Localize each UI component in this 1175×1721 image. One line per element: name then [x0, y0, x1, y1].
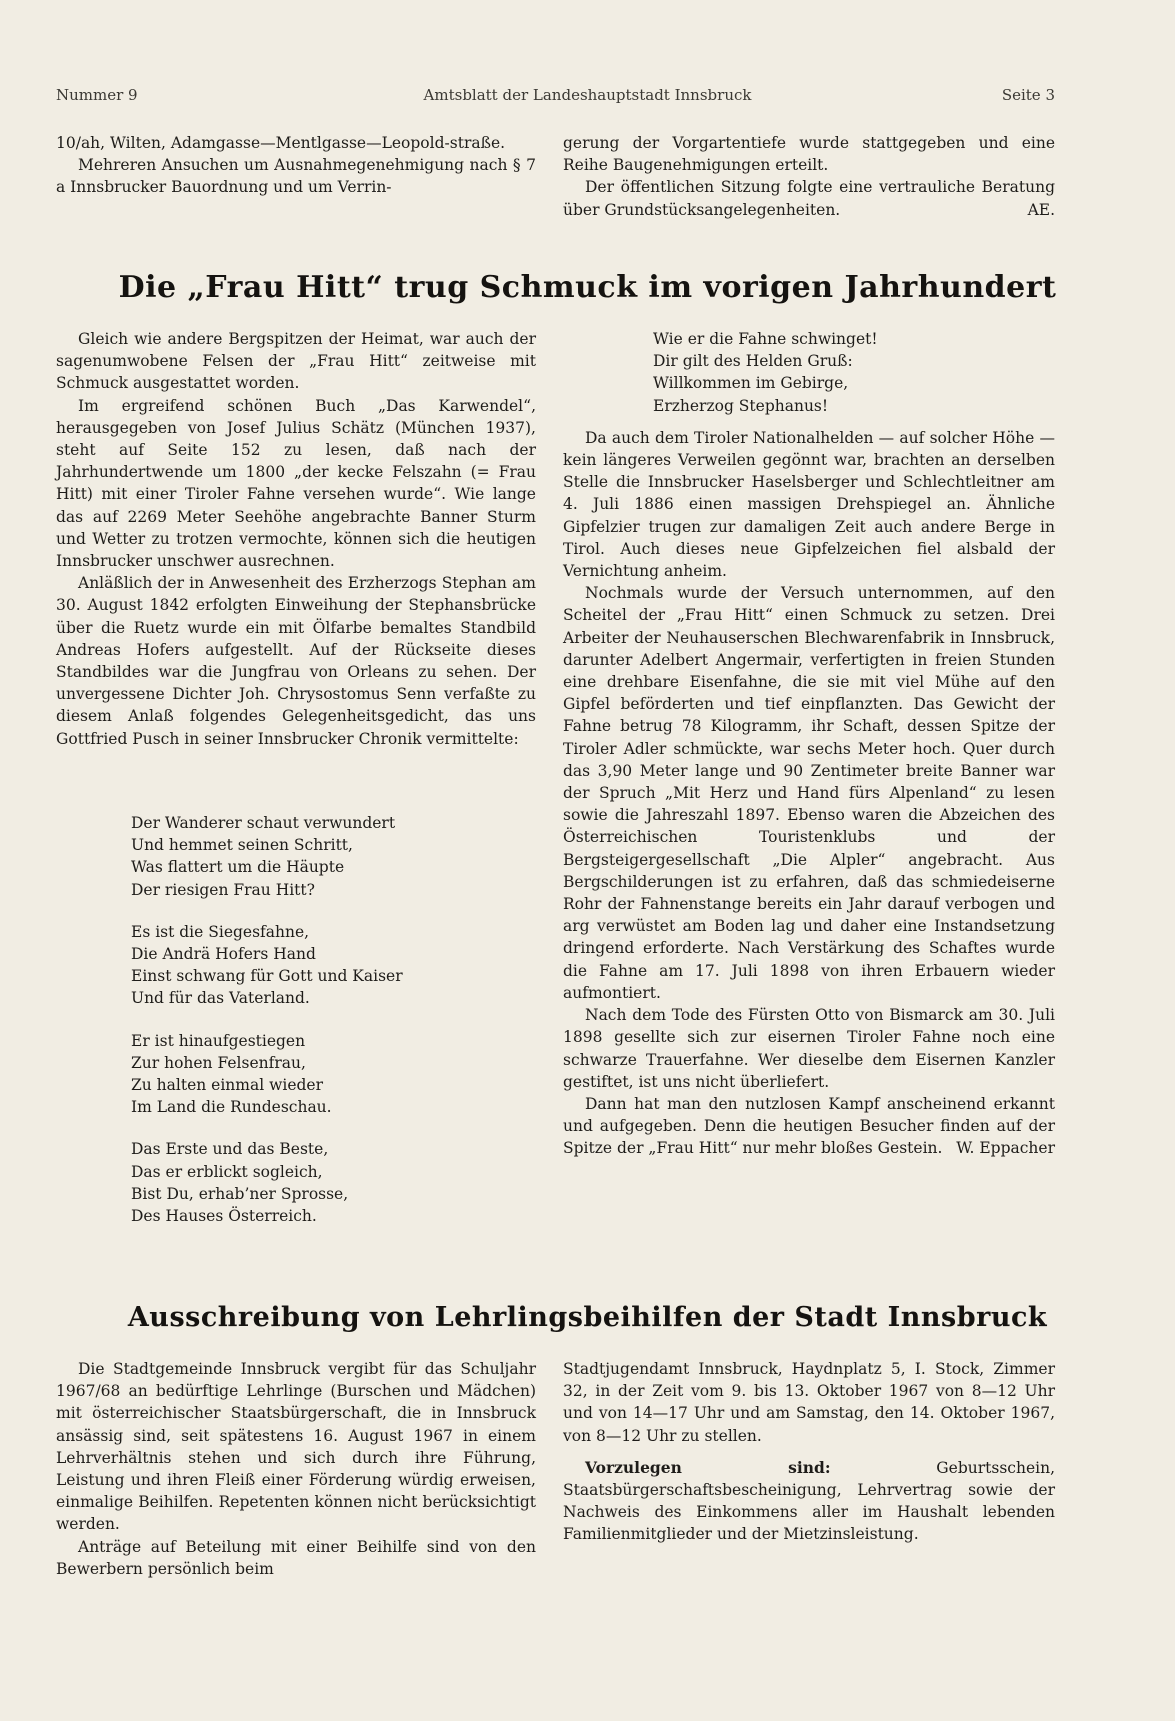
- poem-line: Das Erste und das Beste,: [131, 1140, 329, 1159]
- article-title-frau-hitt: Die „Frau Hitt“ trug Schmuck im vorigen Jahrhundert: [118, 270, 1057, 305]
- article1-text: Dann hat man den nutzlosen Kampf anscheinend erkannt und aufgegeben. Denn die heutigen Besucher finden auf der Spitze der „Frau Hitt“ nur mehr bloßes Gestein.: [563, 1094, 1055, 1158]
- poem-line: Und für das Vaterland.: [131, 989, 310, 1008]
- poem-line: Wie er die Fahne schwinget!: [653, 330, 878, 348]
- prev-article-text: Der öffentlichen Sitzung folgte eine vertrauliche Beratung über Grundstücksangelegenheiten.: [563, 178, 1055, 219]
- poem-line: Erzherzog Stephanus!: [653, 396, 829, 415]
- prev-article-signature: AE.: [1027, 200, 1055, 219]
- poem-line: Und hemmet seinen Schritt,: [131, 836, 353, 855]
- article2-paragraph: Stadtjugendamt Innsbruck, Haydnplatz 5, I. Stock, Zimmer 32, in der Zeit vom 9. bis 13. Oktober 1967 von 8—12 Uhr und von 14—17 Uhr und am Samstag, den 14. Oktober 1967, von 8—12 Uhr zu stellen.: [563, 1360, 1055, 1445]
- article1-author-signature: W. Eppacher: [956, 1139, 1055, 1158]
- poem-line: Die Andrä Hofers Hand: [131, 945, 316, 964]
- prev-article-left-column: [56, 132, 536, 199]
- article1-paragraph: Da auch dem Tiroler Nationalhelden — auf solcher Höhe — kein längeres Verweilen gegönnt war, brachten an derselben Stelle die Innsbrucker Haselsberger und Schlechtleitner am 4. Juli 1886 einen massigen Drehspiegel an. Ähnliche Gipfelzier trugen zur damaligen Zeit auch andere Berge in Tirol. Auch dieses neue Gipfelzeichen fiel alsbald der Vernichtung anheim.: [563, 428, 1055, 581]
- article1-left-column: [56, 328, 536, 750]
- required-documents-label: Vorzulegen sind:: [585, 1457, 831, 1477]
- poem-line: Er ist hinaufgestiegen: [131, 1031, 306, 1050]
- poem-continuation: [563, 328, 1055, 417]
- issue-number: Nummer 9: [56, 86, 138, 104]
- page-number: Seite 3: [1001, 86, 1055, 104]
- required-documents-text: Geburtsschein, Staatsbürgerschaftsbescheinigung, Lehrvertrag sowie der Nachweis des Einkommens aller im Haushalt lebenden Familienmitglieder und der Mietzinsleistung.: [563, 1458, 1055, 1544]
- poem-line: Im Land die Rundeschau.: [131, 1098, 332, 1117]
- poem-line: Bist Du, erhab’ner Sprosse,: [131, 1184, 349, 1203]
- poem: [131, 812, 531, 1247]
- article2-left-column: [56, 1358, 536, 1580]
- article2-right-column: [563, 1358, 1055, 1546]
- article2-paragraph: Die Stadtgemeinde Innsbruck vergibt für das Schuljahr 1967/68 an bedürftige Lehrlinge (Burschen und Mädchen) mit österreichischer Staatsbürgerschaft, die in Innsbruck ansässig sind, seit spätestens 16. August 1967 in einem Lehrverhältnis stehen und sich durch ihre Führung, Leistung und ihren Fleiß einer Förderung würdig erweisen, einmalige Beihilfen. Repetenten können nicht berücksichtigt werden.: [56, 1360, 536, 1534]
- article1-paragraph: Nach dem Tode des Fürsten Otto von Bismarck am 30. Juli 1898 gesellte sich zur eisernen Tiroler Fahne noch eine schwarze Trauerfahne. Wer dieselbe dem Eisernen Kanzler gestiftet, ist uns nicht überliefert.: [563, 1006, 1055, 1091]
- article2-paragraph: Anträge auf Beteilung mit einer Beihilfe sind von den Bewerbern persönlich beim: [56, 1537, 536, 1578]
- poem-line: Einst schwang für Gott und Kaiser: [131, 967, 403, 986]
- article-title-lehrlingsbeihilfen: Ausschreibung von Lehrlingsbeihilfen der Stadt Innsbruck: [127, 1302, 1048, 1333]
- prev-article-paragraph: 10/ah, Wilten, Adamgasse—Mentlgasse—Leopold-straße.: [56, 134, 506, 152]
- publication-title: Amtsblatt der Landeshauptstadt Innsbruck: [423, 86, 752, 104]
- poem-line: Des Hauses Österreich.: [131, 1207, 317, 1226]
- poem-stanza: [131, 1138, 531, 1227]
- poem-line: Das er erblickt sogleich,: [131, 1162, 323, 1181]
- prev-article-paragraph: Mehreren Ansuchen um Ausnahmegenehmigung nach § 7 a Innsbrucker Bauordnung und um Verrin-: [56, 156, 536, 197]
- poem-line: Der riesigen Frau Hitt?: [131, 880, 315, 899]
- poem-line: Willkommen im Gebirge,: [653, 374, 849, 393]
- article1-paragraph: Anläßlich der in Anwesenheit des Erzherzogs Stephan am 30. August 1842 erfolgten Einweihung der Stephansbrücke über die Ruetz wurde ein mit Ölfarbe bemaltes Standbild Andreas Hofers aufgestellt. Auf der Rückseite dieses Standbildes war die Jungfrau von Orleans zu sehen. Der unvergessene Dichter Joh. Chrysostomus Senn verfaßte zu diesem Anlaß folgendes Gelegenheitsgedicht, das uns Gottfried Pusch in seiner Innsbrucker Chronik vermittelte:: [56, 574, 536, 748]
- prev-article-paragraph: gerung der Vorgartentiefe wurde stattgegeben und eine Reihe Baugenehmigungen erteilt.: [563, 134, 1055, 175]
- article1-right-column: [563, 328, 1055, 1160]
- poem-stanza: [131, 812, 531, 901]
- prev-article-paragraph: [563, 176, 1055, 220]
- poem-stanza: [131, 1030, 531, 1119]
- article1-paragraph: Im ergreifend schönen Buch „Das Karwendel“, herausgegeben von Josef Julius Schätz (München 1937), steht auf Seite 152 zu lesen, daß nach der Jahrhundertwende um 1800 „der kecke Felszahn (= Frau Hitt) mit einer Tiroler Fahne versehen wurde“. Wie lange das auf 2269 Meter Seehöhe angebrachte Banner Sturm und Wetter zu trotzen vermochte, können sich die heutigen Innsbrucker unschwer ausrechnen.: [56, 396, 536, 571]
- poem-line: Der Wanderer schaut verwundert: [131, 814, 396, 832]
- article2-required-documents: [563, 1457, 1055, 1546]
- poem-line: Es ist die Siegesfahne,: [131, 922, 310, 941]
- article1-paragraph: [563, 1093, 1055, 1160]
- article1-paragraph: Nochmals wurde der Versuch unternommen, auf den Scheitel der „Frau Hitt“ einen Schmuck zu setzen. Drei Arbeiter der Neuhauserschen Blechwarenfabrik in Innsbruck, darunter Adelbert Angermair, verfertigten in freien Stunden eine drehbare Eisenfahne, die sie mit viel Mühe auf den Gipfel beförderten und tief einpflanzten. Das Gewicht der Fahne betrug 78 Kilogramm, ihr Schaft, dessen Spitze der Tiroler Adler schmückte, war sechs Meter hoch. Quer durch das 3,90 Meter lange und 90 Zentimeter breite Banner war der Spruch „Mit Herz und Hand fürs Alpenland“ zu lesen sowie die Jahreszahl 1897. Ebenso waren die Abzeichen des Österreichischen Touristenklubs und der Bergsteigergesellschaft „Die Alpler“ angebracht. Aus Bergschilderungen ist zu erfahren, daß das schmiedeiserne Rohr der Fahnenstange bereits ein Jahr darauf verbogen und arg verwüstet am Boden lag und daher eine Instandsetzung dringend erforderte. Nach Verstärkung des Schaftes wurde die Fahne am 17. Juli 1898 von ihren Erbauern wieder aufmontiert.: [563, 584, 1055, 1002]
- poem-stanza: [131, 921, 531, 1010]
- poem-line: Zu halten einmal wieder: [131, 1076, 324, 1095]
- poem-line: Was flattert um die Häupte: [131, 858, 345, 877]
- poem-line: Dir gilt des Helden Gruß:: [653, 352, 853, 371]
- prev-article-right-column: [563, 132, 1055, 221]
- poem-line: Zur hohen Felsenfrau,: [131, 1053, 306, 1072]
- article1-paragraph: Gleich wie andere Bergspitzen der Heimat, war auch der sagenumwobene Felsen der „Frau Hitt“ zeitweise mit Schmuck ausgestattet worden.: [56, 330, 536, 393]
